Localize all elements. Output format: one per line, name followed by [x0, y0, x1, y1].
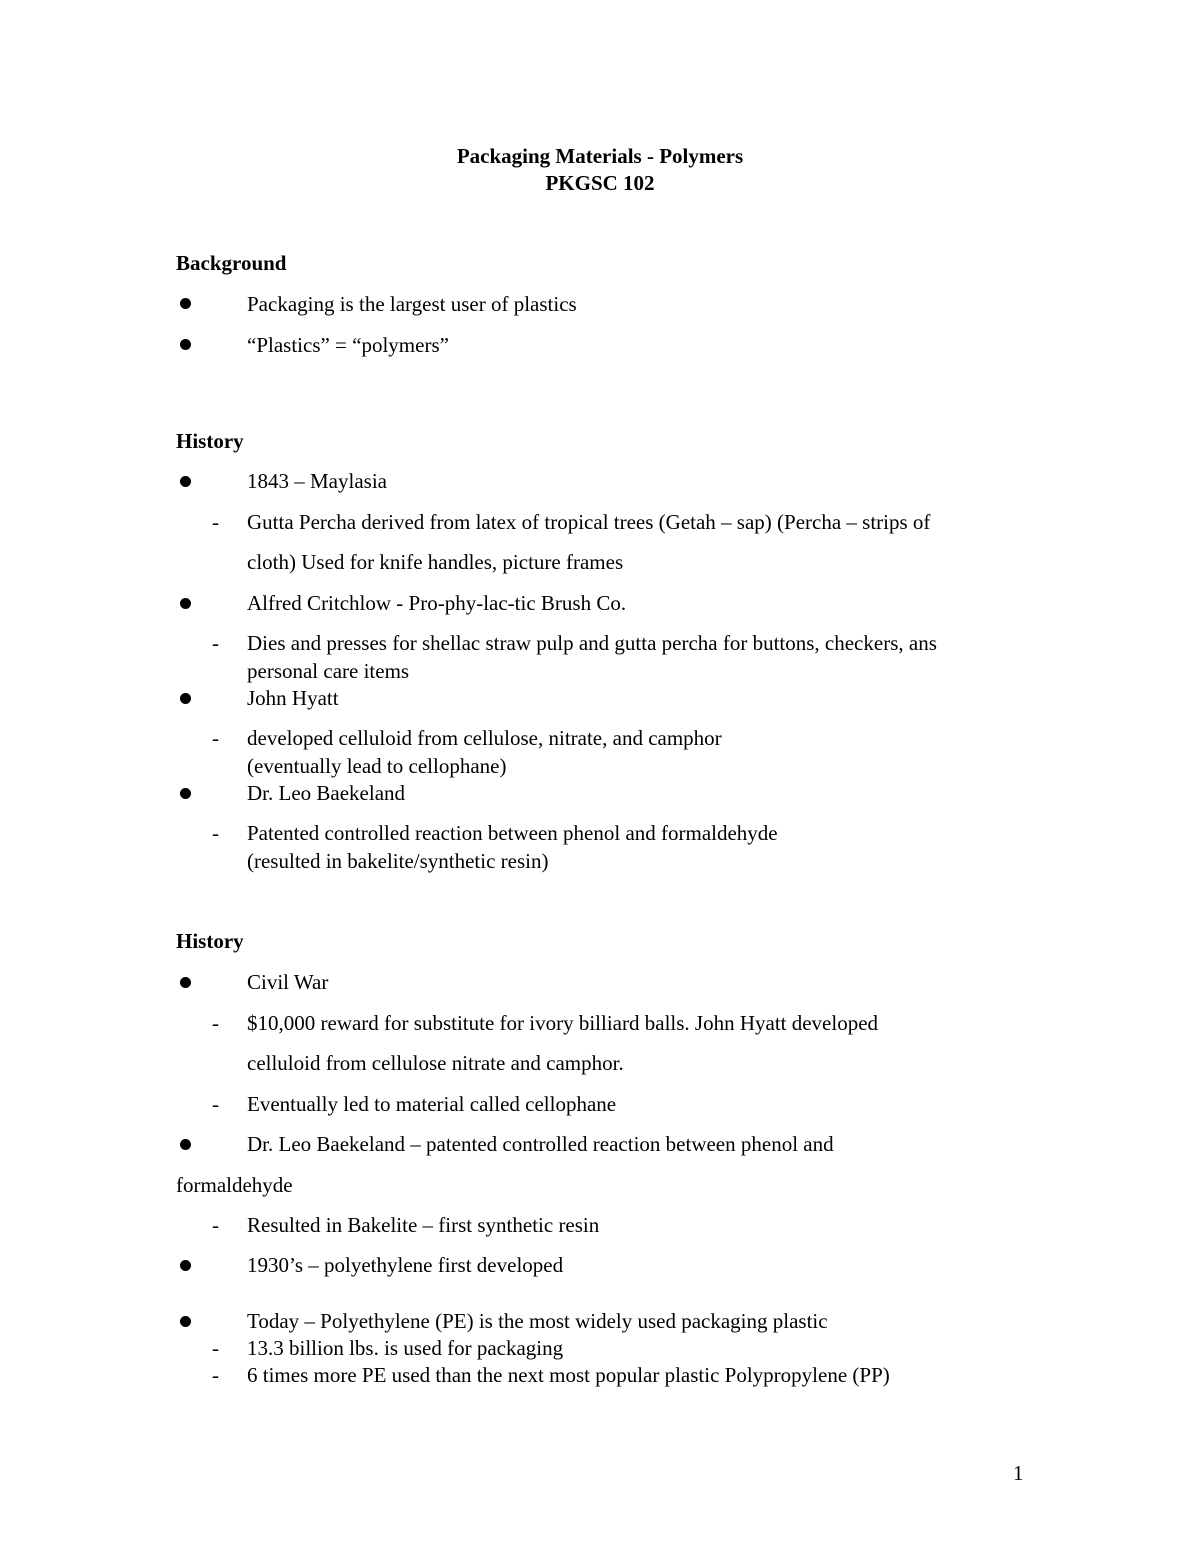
sub-item-text: personal care items: [247, 659, 410, 683]
dash-marker: -: [212, 726, 219, 750]
sub-item-text: Gutta Percha derived from latex of tropical trees (Getah – sap) (Percha – strips of: [247, 510, 931, 534]
list-item: Dr. Leo Baekeland – patented controlled reaction between phenol and: [247, 1132, 834, 1156]
section-heading-history: History: [176, 429, 244, 453]
bullet-icon: [180, 1139, 191, 1150]
sub-item-text: 13.3 billion lbs. is used for packaging: [247, 1336, 564, 1360]
sub-item-text: $10,000 reward for substitute for ivory billiard balls. John Hyatt developed: [247, 1011, 879, 1035]
dash-marker: -: [212, 510, 219, 534]
page-number: 1: [1013, 1461, 1024, 1485]
sub-item-text: Eventually led to material called cellophane: [247, 1092, 617, 1116]
bullet-icon: [180, 788, 191, 799]
dash-marker: -: [212, 1092, 219, 1116]
list-item: Today – Polyethylene (PE) is the most widely used packaging plastic: [247, 1309, 828, 1333]
bullet-icon: [180, 598, 191, 609]
list-item-wrap: formaldehyde: [176, 1173, 293, 1197]
sub-item-text: celluloid from cellulose nitrate and camphor.: [247, 1051, 624, 1075]
list-item: Packaging is the largest user of plastics: [247, 292, 577, 316]
list-item: 1930’s – polyethylene first developed: [247, 1253, 564, 1277]
document-title: Packaging Materials - Polymers: [456, 144, 744, 168]
list-item: Alfred Critchlow - Pro-phy-lac-tic Brush Co.: [247, 591, 627, 615]
section-heading-history: History: [176, 929, 244, 953]
dash-marker: -: [212, 1336, 219, 1360]
list-item: Civil War: [247, 970, 329, 994]
sub-item-text: Patented controlled reaction between phenol and formaldehyde: [247, 821, 778, 845]
list-item: Dr. Leo Baekeland: [247, 781, 406, 805]
dash-marker: -: [212, 1363, 219, 1387]
sub-item-text: Dies and presses for shellac straw pulp and gutta percha for buttons, checkers, ans: [247, 631, 937, 655]
sub-item-text: (resulted in bakelite/synthetic resin): [247, 849, 549, 873]
bullet-icon: [180, 298, 191, 309]
dash-marker: -: [212, 631, 219, 655]
bullet-icon: [180, 693, 191, 704]
bullet-icon: [180, 977, 191, 988]
sub-item-text: 6 times more PE used than the next most popular plastic Polypropylene (PP): [247, 1363, 890, 1387]
list-item: “Plastics” = “polymers”: [247, 333, 449, 357]
bullet-icon: [180, 1316, 191, 1327]
bullet-icon: [180, 339, 191, 350]
dash-marker: -: [212, 1213, 219, 1237]
section-heading-background: Background: [176, 251, 287, 275]
sub-item-text: (eventually lead to cellophane): [247, 754, 507, 778]
sub-item-text: developed celluloid from cellulose, nitrate, and camphor: [247, 726, 722, 750]
sub-item-text: Resulted in Bakelite – first synthetic resin: [247, 1213, 600, 1237]
course-code: PKGSC 102: [545, 171, 655, 195]
dash-marker: -: [212, 821, 219, 845]
bullet-icon: [180, 1260, 191, 1271]
bullet-icon: [180, 476, 191, 487]
list-item: 1843 – Maylasia: [247, 469, 387, 493]
list-item: John Hyatt: [247, 686, 339, 710]
dash-marker: -: [212, 1011, 219, 1035]
sub-item-text: cloth) Used for knife handles, picture frames: [247, 550, 624, 574]
